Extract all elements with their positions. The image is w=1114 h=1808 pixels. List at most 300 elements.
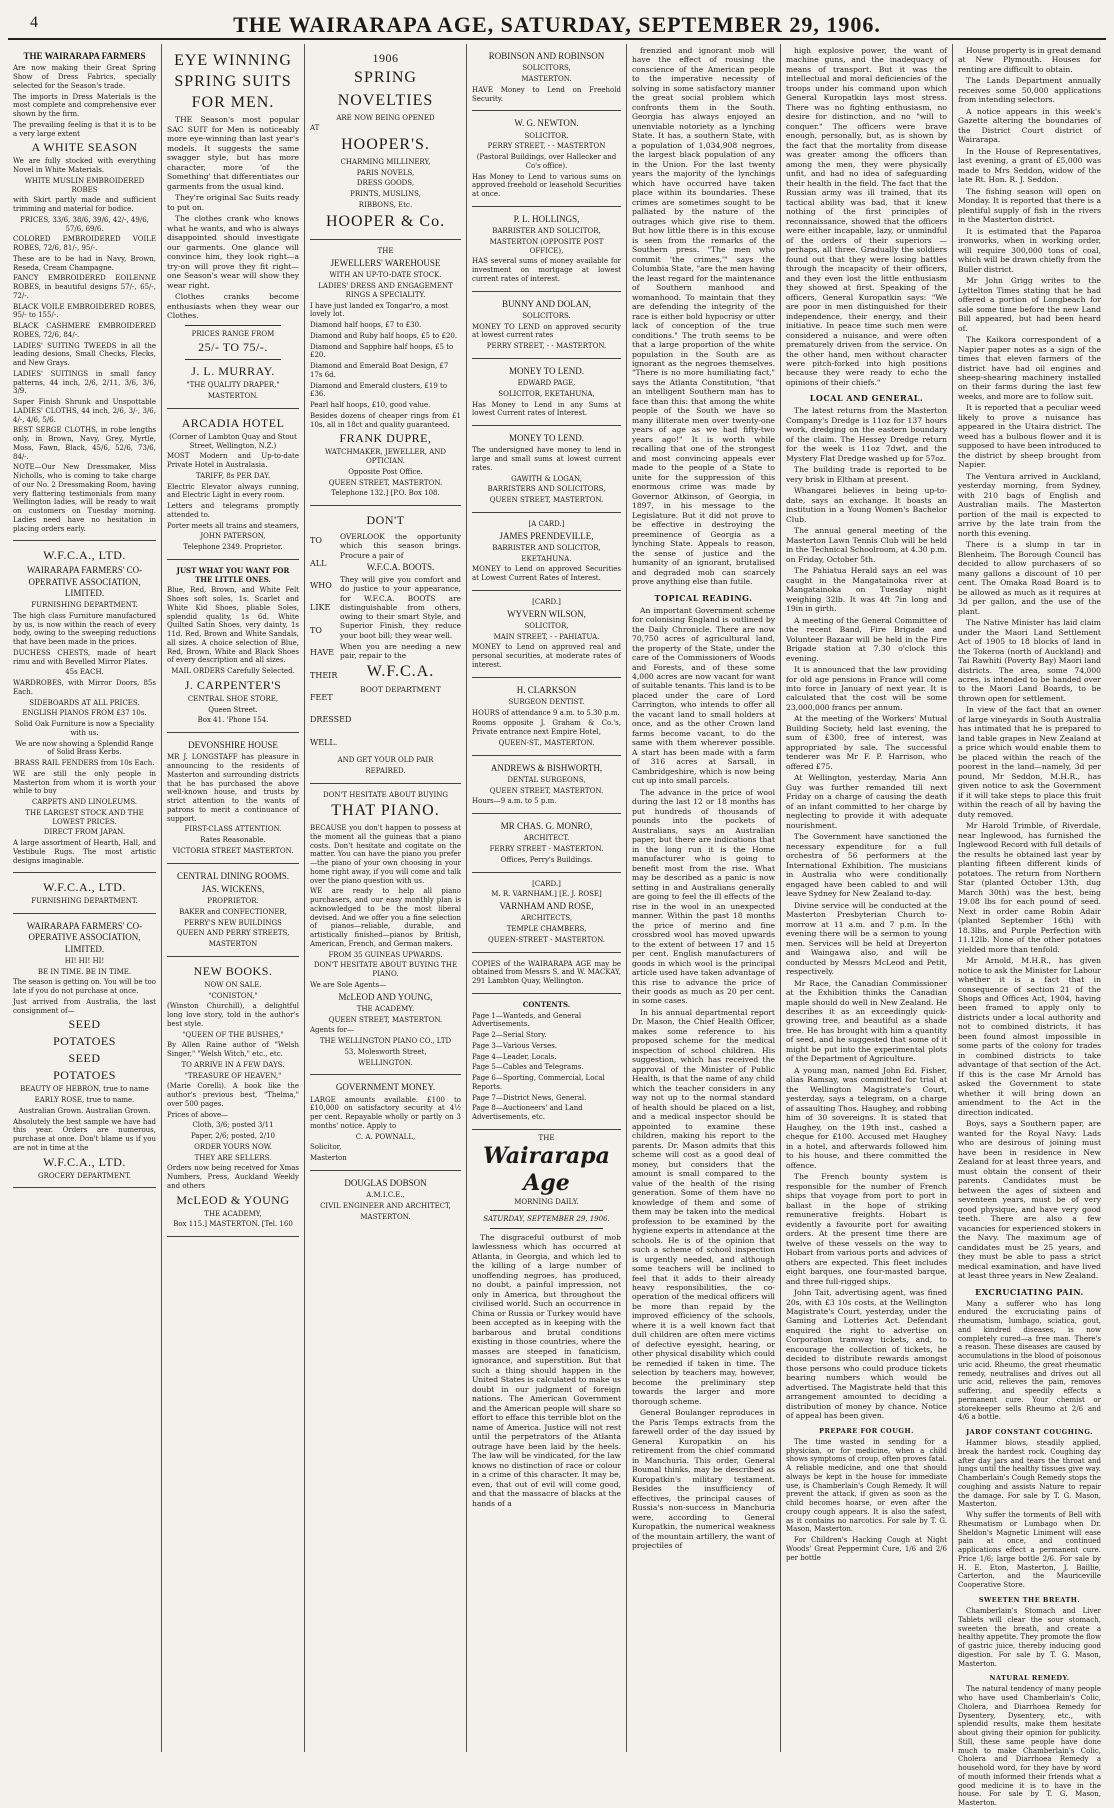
ad-text: Telephone 132.] [P.O. Box 108.: [331, 489, 440, 498]
local-item: The French bounty system is responsible for the number of French ships that voyage from port to port in ballast in the hope of striking remunerative freights. Hobart is evidently a favourite port for awaiting orders. At the present time there are twelve of these vessels on the way to Hobart from various ports and advices of others are expected. This fleet includes eight barques, one four-masted barque, and three full-rigged ships.: [786, 1172, 947, 1286]
ad-text: Box 115.] MASTERTON. [Tel. 160: [173, 1220, 293, 1229]
masthead-title: Wairarapa Age: [483, 1142, 610, 1196]
ad-title: THE WAIRARAPA FARMERS: [23, 51, 146, 61]
ad-text: [CARD.]: [532, 597, 561, 606]
ad-text: TEMPLE CHAMBERS,: [506, 925, 587, 933]
editorial-date: SATURDAY, SEPTEMBER 29, 1906.: [483, 1215, 610, 1224]
local-item: It is estimated that the Paparoa ironworks, when in working order, will require 300,000 tons of coal, which will be drawn chiefly from the Buller district.: [958, 226, 1101, 274]
ad-text: Opposite Post Office.: [348, 467, 423, 476]
ad-text: MONEY TO LEND on approved security at lowest current rates: [472, 322, 621, 340]
ad-text: ARCHITECTS,: [520, 914, 573, 923]
ad-text: FIRST-CLASS ATTENTION.: [184, 825, 282, 834]
ad-heading: JAMES PRENDEVILLE,: [499, 530, 594, 541]
ad-text: M. R. VARNHAM.] [E. J. ROSE]: [491, 890, 602, 899]
ad-text: THE LARGEST STOCK AND THE LOWEST PRICES.: [25, 808, 144, 826]
ad-text: BEAUTY OF HEBRON, true to name: [20, 1085, 149, 1094]
ad-text: C. A. POWNALL,: [355, 1132, 416, 1141]
local-item: A young man, named John Ed. Fisher, alias Ramsay, was committed for trial at the Wellington Magistrate's Court, yesterday, says a telegram, on a charge of assaulting Thos. Haughey, and robbing him of 30 sovereigns. It is stated that Haughey, on the 19th inst., cashed a cheque for £100. Accused met Haughey in a hotel, and afterwards followed him to his house, and there committed the offence.: [786, 1065, 947, 1170]
ad-text: "THE QUALITY DRAPER,": [186, 381, 280, 390]
ad-heading: 25/- TO 75/-.: [198, 340, 268, 355]
ad-text: A large assortment of Hearth, Hall, and Vestibule Rugs. The most artistic designs imaginable.: [13, 839, 156, 865]
contents-item: Page 1—Wanteds, and General Advertisements.: [472, 1011, 582, 1029]
ad-text: Diamond and Emerald Boat Design, £7 17s 6d.: [310, 362, 449, 379]
ad-text: DENTAL SURGEONS,: [507, 775, 586, 784]
column-3: [305, 44, 467, 1752]
ad-heading: W.F.C.A., LTD.: [43, 548, 126, 563]
side-word: LIKE: [310, 603, 331, 613]
side-word: TO: [310, 536, 322, 546]
ad-text: WATCHMAKER, JEWELLER, AND OPTICIAN.: [324, 448, 447, 466]
card-edward-page: [472, 359, 621, 426]
ad-text: Diamond half hoops, £7 to £30.: [310, 321, 422, 330]
ad-text: SOLICITORS.: [522, 311, 571, 320]
ad-heading: SEED: [68, 1051, 101, 1066]
ad-text: COLORED EMBROIDERED VOILE ROBES, 72/6, 81/-, 95/-.: [13, 235, 156, 252]
local-item: Boys, says a Southern paper, are wanted for the Royal Navy. Lads who are desirous of joining must have been in residence in New Zealand for at least three years, and must obtain the consent of their parents. Candidates must be between the ages of sixteen and seventeen years, must be of very good physique, and have very good teeth. There are also a few vacancies for experienced stokers in the Navy. The maximum age of candidates must be 25 years, and they must be able to pass a strict medical examination, and have lived at least three years in New Zealand.: [958, 1119, 1101, 1281]
ad-text: PERRY STREET, - - MASTERTON.: [486, 342, 607, 350]
local-item: Mr John Grigg writes to the Lyttelton Times stating that he had offered a portion of Longbeach for sale some time before the new Land Bill appeared, but had been heard of.: [958, 276, 1101, 333]
ad-wfca-furnishing-2: [13, 873, 156, 914]
ad-heading: HOOPER & Co.: [325, 212, 446, 230]
ad-text: QUEEN STREET, MASTERTON.: [489, 786, 604, 795]
ad-title: WAIRARAPA FARMERS' CO-OPERATIVE ASSOCIATION, LIMITED.: [26, 565, 143, 598]
contents-box: [472, 994, 621, 1130]
ad-text: The season is getting on. You will be too late if you do not purchase at once.: [13, 978, 156, 995]
ad-text: The time wasted in sending for a physician, or for medicine, when a child shows symptoms of croup, often proves fatal. A reliable medicine, and one that should always be kept in the house for immediate use, is Chamberlain's Cough Remedy. It will prevent the attack, if given as soon as the child becomes hoarse, or even after the croupy cough appears. It is also the safest, as it contains no narcotics. For sale by T. G. Mason, Masterton.: [786, 1437, 947, 1534]
ad-central-dining: [167, 864, 299, 957]
local-item: The Kaikora correspondent of a Napier paper notes as a sign of the times that eleven farmers of the district have had oil engines and sheep-shearing machinery installed on their farms during the last few weeks, and more are to follow suit.: [958, 335, 1101, 401]
local-item: There is a slump in tar in Blenheim. The Borough Council has decided to allow purchasers of so many gallons a discount of 10 per cent. The Omaka Road Board is to be allowed as much as it requires at 3d per gallon, and the use of the plant.: [958, 540, 1101, 616]
ad-text: DRESS GOODS,: [356, 179, 415, 188]
ad-text: with Skirt partly made and sufficient trimming and material for bodice.: [13, 196, 156, 213]
ad-text: FERRY STREET - MASTERTON.: [489, 845, 604, 853]
ad-text: MONEY to Lend on approved real and personal securities, at moderate rates of interest.: [472, 643, 621, 669]
ad-text: Chamberlain's Stomach and Liver Tablets will clear the sour stomach, sweeten the breath, and create a healthy appetite. They promote the flow of gastric juice, thereby inducing good digestion. For sale by T. G. Mason, Masterton.: [958, 1607, 1101, 1668]
ad-text: BLACK CASHMERE EMBROIDERED ROBES, 72/6, 84/-.: [13, 322, 156, 339]
ad-text: QUEEN-ST., MASTERTON.: [498, 738, 595, 747]
ad-heading: H. CLARKSON: [516, 684, 577, 695]
side-word: TO: [310, 625, 322, 635]
ad-text: [CARD.]: [532, 879, 561, 888]
ad-text: Hours—9 a.m. to 5 p.m.: [472, 797, 557, 806]
ad-heading: GOVERNMENT MONEY.: [335, 1082, 436, 1093]
ad-text: ENGLISH PIANOS FROM £37 10s.: [22, 709, 147, 718]
side-word: DRESSED: [310, 715, 352, 725]
ad-text: I have just landed ex Tongar'ro, a most lovely lot.: [310, 301, 449, 319]
ad-text: HI! HI! HI!: [64, 956, 105, 965]
ad-new-books: [167, 957, 299, 1237]
ad-heading: NATURAL REMEDY.: [989, 1674, 1070, 1683]
ad-heading: HOOPER'S.: [341, 136, 430, 154]
column-1: [8, 44, 162, 1752]
ad-heading: MR CHAS. G. MONRO,: [500, 821, 593, 831]
ad-text: FANCY EMBROIDERED EOILENNE ROBES, in beautiful designs 57/-, 65/-, 72/-.: [13, 274, 156, 300]
ad-text: MONEY to Lend on approved Securities at Lowest Current Rates of Interest.: [472, 565, 621, 582]
ad-text: Prices of above—: [167, 1110, 229, 1119]
card-newton: [472, 111, 621, 207]
ad-text: Why suffer the torments of Bell with Rheumatism or Lumbago when Dr. Sheldon's Magnetic Liniment will ease pain at once, and continued applications effect a permanent cure. Price 1/6; large bottle 2/6. For sale by H. E. Eton, Masterton, J. Baillie, Carterton, and the Mauriceville Cooperative Store.: [958, 1511, 1101, 1590]
ad-text: Offices, Perry's Buildings.: [500, 855, 593, 864]
article-text: high explosive power, the want of machine guns, and the inadequacy of means of transport. But it was the intellectual and moral deficiencies of the troops under his command upon which General Kuropatkin lays most stress. There was no fighting enthusiasm, no desire for distinction, and no "will to conquer." The officers were brave enough, personally, but, as is shown by the fact that the mortality from disease was greater among the officers than among the men, they were physically unfit, and had no idea of safeguarding their health in the field. The fact that the Russian army was ill trained, that its tactical ability was bad, that it knew nothing of the first principles of reconnaissance, showed that the officers were either incapable, lazy, or unmindful of the orders of their superiors — perhaps, all three. Gradually the soldiers found out that they were losing battles through the incapacity of their officers, and they even lost the little enthusiasm they showed at first. Speaking of the officers, General Kuropatkin says: "We are poor in men distinguished for their independence, their energy, and their initiative. In peace time such men were considered a nuisance, and were often prematurely driven from the service. On the other hand, men without character were pitch-forked into high positions because they were ready to echo the opinions of their chiefs.": [786, 46, 947, 387]
ad-wairarapa-farmers-dress: [13, 44, 156, 541]
ad-text: TO ARRIVE IN A FEW DAYS.: [181, 1060, 285, 1069]
card-robinson: [472, 44, 621, 111]
ad-text: RIBBONS, Etc.: [358, 200, 413, 209]
masthead-the: THE: [538, 1133, 555, 1142]
ad-heading: PREPARE FOR COUGH.: [819, 1426, 914, 1435]
ad-text: Diamond and Sapphire half hoops, £5 to £20.: [310, 342, 454, 360]
ad-text: We are now showing a Splendid Range of Solid Brass Kerbs.: [15, 739, 154, 757]
ad-text: (Corner of Lambton Quay and Stout Street, Wellington, N.Z.): [169, 432, 297, 450]
ad-text: WE are still the only people in Masterton from whom it is worth your while to buy: [13, 769, 156, 796]
ad-text: By Allen Raine author of "Welsh Singer," "Welsh Witch," etc., etc.: [167, 1041, 299, 1059]
side-word: WHO: [310, 580, 332, 590]
article-text: General Boulanger reproduces in the Paris Temps extracts from the farewell order of the day issued by General Kuropatkin on his retirement from the chief command in Manchuria. This order, General Boumal thinks, may be described as Kuropatkin's military testament. Besides the insufficiency of effectives, the principal causes of Russia's non-success in Manchuria were, according to General Kuropatkin, the numerical weakness of the mountain artillery, the want of projectiles of: [632, 1408, 775, 1551]
ad-text: LARGE amounts available. £100 to £10,000 on satisfactory security at 4½ per cent. Repayable wholly or partly on 3 months' notice. Apply to: [310, 1095, 461, 1130]
ad-heading: NEW BOOKS.: [193, 963, 273, 978]
ad-text: GROCERY DEPARTMENT.: [38, 1171, 131, 1180]
column-7: [953, 44, 1106, 1808]
local-item: At Wellington, yesterday, Maria Ann Guy was further remanded till next Friday on a charge of causing the death of an infant committed to her charge by neglecting to provide it with adequate nourishment.: [786, 773, 947, 830]
local-item: Mr Arnold, M.H.R., has given notice to ask the Minister for Labour whether it is a fact that in consequence of section 21 of the Shops and Offices Act, 1904, having been framed to apply only to districts under a local authority and not to combined districts, it has been found almost impossible in some parts of the colony for trades in combined districts to take advantage of that section of the Act. If this is the case Mr Arnold has asked the Government to state whether it will bring down an amendment to the Act in the direction indicated.: [958, 956, 1101, 1117]
contents-item: Page 6—Sporting, Commercial, Local Reports.: [472, 1074, 605, 1091]
ad-text: Diamond and Ruby half hoops, £5 to £20.: [310, 331, 458, 340]
ad-text: HOURS of attendance 9 a.m. to 5.30 p.m.: [472, 708, 620, 717]
side-word: ALL: [310, 558, 327, 568]
ad-heading: P. L. HOLLINGS,: [513, 213, 580, 224]
local-item: In view of the fact that an owner of large vineyards in South Australia has intimated that he is prepared to land table grapes in New Zealand at a price which would enable them to be placed within the reach of the poorest in the land—namely, 3d per pound, Mr Seddon, M.H.R., has given notice to ask the Government if it will take steps to place this fruit within the reach of all by having the duty removed.: [958, 705, 1101, 819]
ad-text: MOST Modern and Up-to-date Private Hotel in Australasia.: [167, 452, 299, 470]
ad-heading: EYE WINNING SPRING SUITS FOR MEN.: [174, 52, 292, 111]
card-bunny-dolan: [472, 292, 621, 359]
ad-heading: 1906: [372, 51, 399, 65]
ad-text: Queen Street.: [208, 705, 258, 714]
ad-text: MASTERTON.: [521, 75, 572, 83]
ad-text: Pearl half hoops, £10, good value.: [310, 401, 431, 410]
local-item: Mr Harold Trimble, of Riverdale, near Inglewood, has furnished the Inglewood Record with full details of the results he obtained last year by planting fifteen different kinds of potatoes. The return from Northern Star (planted October 13th, dug March 30th) was the best, being 19.08 lbs for each pound of seed. Next in order came Robin Adair (planted September 16th) with 18.3lbs, and Purple Perfection with 11.12lb. None of the other potatoes yielded more than tenfold.: [958, 821, 1101, 954]
local-item: John Tait, advertising agent, was fined 20s, with £3 10s costs, at the Wellington Magistrate's Court, yesterday, under the Gaming and Lotteries Act. Defendant enquired the right to advertise on Corporation tramway tickets, and, to encourage the collection of tickets, he decided to distribute rewards amongst those persons who could produce tickets bearing numbers which would be advertised. The Magistrate held that this arrangement amounted to deciding a distribution of money by chance. Notice of appeal has been given.: [786, 1288, 947, 1421]
ad-text: [A CARD.]: [528, 519, 565, 528]
ad-text: Porter meets all trains and steamers,: [167, 521, 299, 530]
card-hollings: [472, 207, 621, 292]
ad-text: FROM 35 GUINEAS UPWARDS.: [328, 950, 443, 959]
section-heading: LOCAL AND GENERAL.: [809, 393, 924, 404]
ad-text: Masterton: [310, 1154, 347, 1163]
ad-title: JUST WHAT YOU WANT FOR THE LITTLE ONES.: [176, 565, 290, 584]
contents-item: Page 8—Auctioneers' and Land Advertisements, etc.: [472, 1104, 583, 1121]
ad-heading: THAT PIANO.: [331, 802, 440, 820]
ad-heading: McLEOD & YOUNG: [176, 1192, 290, 1207]
local-item: At the meeting of the Workers' Mutual Building Society, held last evening, the sum of £300, free of interest, was appropriated by sale. The successful tenderer was Mr F. P. Harrison, who offered £75.: [786, 714, 947, 771]
local-item: Divine service will be conducted at the Masterton Presbyterian Church to-morrow at 11 a.m. and 7 p.m. In the evening there will be a sermon to young men. Services will be held at Dreyerton and Waingawa also, and will be conducted by Messrs McLeod and Petit, respectively.: [786, 900, 947, 977]
ad-heading: JEWELLERS' WAREHOUSE: [330, 258, 441, 269]
side-word: HAVE: [310, 648, 334, 658]
boots-ad-body: [310, 530, 461, 754]
side-word: THEIR: [310, 670, 338, 680]
ad-heading: ROBINSON AND ROBINSON: [488, 51, 605, 61]
card-gawith-logan: [472, 426, 621, 513]
ad-carpenter-shoes: [167, 560, 299, 733]
ad-text: AT: [310, 124, 320, 133]
ad-text: Has Money to Lend in any Sums at lowest Current rates of Interest.: [472, 400, 621, 418]
ad-text: WE are ready to help all piano purchasers, and our easy monthly plan is acknowledged to be the most liberal devised. And we offer you a fine selection of pianos—reliable, durable, and artistically finished—pianos by British, American, French, and German makers.: [310, 887, 461, 948]
ad-text: PROPRIETOR.: [207, 897, 259, 906]
column-6: [781, 44, 953, 1752]
ad-text: Diamond and Emerald clusters, £19 to £36.: [310, 381, 448, 399]
ad-text: JOHN PATERSON,: [200, 532, 266, 541]
ad-text: A.M.I.C.E.,: [366, 1191, 405, 1200]
ad-text: THE ACADEMY,: [204, 1209, 262, 1218]
ad-text: Rooms opposite J. Graham & Co.'s, Private entrance next Empire Hotel,: [472, 719, 621, 736]
local-item: It is reported that a peculiar weed likely to prove a nuisance has appeared in the Utaira district. The weed has a bulbous flower and it is supposed to have been introduced to the district by sheep brought from Napier.: [958, 403, 1101, 470]
ad-text: BE IN TIME. BE IN TIME.: [37, 967, 132, 976]
ad-text: PERRY STREET, - - MASTERTON: [487, 142, 606, 151]
contents-item: Page 3—Various Verses.: [472, 1041, 558, 1050]
ad-text: Telephone 2349. Proprietor.: [183, 543, 283, 552]
ad-text: SOLICITOR,: [524, 621, 569, 630]
ad-text: Solicitor,: [310, 1143, 342, 1152]
ad-text: 53, Molesworth Street,: [344, 1047, 427, 1056]
card-monro: [472, 814, 621, 873]
contents-item: Page 2—Serial Story.: [472, 1031, 547, 1039]
boots-side-words: [310, 530, 352, 754]
ad-seed-potatoes: [13, 914, 156, 1188]
ad-devonshire-house: [167, 733, 299, 864]
ad-text: ARCHITECT.: [523, 834, 570, 843]
ad-heading: BUNNY AND DOLAN,: [502, 298, 591, 309]
ad-text: Hammer blows, steadily applied, break the hardest rock. Coughing day after day jars and tears the throat and lungs until the healthy tissues give way. Chamberlain's Cough Remedy stops the coughing and assists Nature to repair the damage. For sale by T. G. Mason, Masterton.: [958, 1439, 1101, 1509]
ad-text: Solid Oak Furniture is now a Speciality with us.: [14, 720, 155, 737]
ad-text: THE: [377, 247, 394, 256]
ad-heading: J. CARPENTER'S: [184, 677, 282, 692]
local-item: Mr Race, the Canadian Commissioner at the Exhibition thinks the Canadian maple should do well in New Zealand. He describes it as an exceedingly quick-growing tree, and beautiful as a shade tree. He has brought with him a quantity of seed, and he suggested that some of it might be put into the experimental plots of the Department of Agriculture.: [786, 978, 947, 1064]
side-word: WELL.: [310, 737, 338, 747]
ad-text: NOW ON SALE.: [204, 980, 262, 989]
ad-text: BARRISTERS AND SOLICITORS,: [487, 485, 606, 494]
ad-heading: WYVERN WILSON,: [507, 608, 586, 619]
ad-text: ORDER YOURS NOW.: [194, 1142, 272, 1151]
ad-text: (Winston Churchill), a delightful long love story, told in the author's best style.: [167, 1002, 299, 1028]
ad-text: CIVIL ENGINEER AND ARCHITECT,: [320, 1201, 451, 1210]
ad-text: PRICES, 33/6, 38/6, 39/6, 42/-, 49/6, 57/6, 69/6.: [20, 215, 149, 233]
ad-text: COPIES of the WAIRARAPA AGE may be obtained from Messrs S. and W. MACKAY, 291 Lambton Quay, Wellington.: [472, 959, 621, 985]
ad-heading: MONEY TO LEND.: [508, 433, 585, 443]
ad-text: Just arrived from Australia, the last consignment of—: [13, 997, 156, 1015]
local-item: The Ventura arrived in Auckland, yesterday morning, from Sydney, with 210 bags of English and Australian mails. The Masterton portion of the mail is expected to arrive by the late train from the north this evening.: [958, 471, 1101, 538]
ad-government-money: [310, 1075, 461, 1171]
article-text: The advance in the price of wool during the last 12 or 18 months has put hundreds of thousands of pounds into the pockets of Australians, says an Australian paper, but there are indications that in the long run it is the Home manufacturer who is going to benefit most from the rise. What may be described as a panic is now setting in and Australians generally are going to feel the ill effects of the rise in the wool in an unexpected manner. Within the past 18 months the price of merino and fine crossbred wool has moved upwards to the extent of between 17 and 15 per cent. English manufacturers of goods in which wool is the principal article used have taken advantage of this rise to advance the price of their goods as much as 20 per cent. in some cases.: [632, 787, 775, 1006]
ad-text: WITH AN UP-TO-DATE STOCK.: [329, 271, 442, 280]
ad-text: The clothes crank who knows what he wants, and who is always disappointed should investigate our garments. One glance will convince him, they look right—a try-on will prove they fit right—one Season's wear will show they wear right.: [167, 214, 299, 290]
ad-heading: CENTRAL DINING ROOMS.: [177, 870, 289, 881]
ad-text: LADIES' SUITING TWEEDS in all the leading desions, Small Checks, Flecks, and New Grays.: [13, 341, 156, 367]
ad-heading: POTATOES: [53, 1034, 116, 1049]
local-item: A notice appears in this week's Gazette altering the boundaries of the District Court district of Wairarapa.: [958, 106, 1101, 145]
ad-douglas-dobson: [310, 1171, 461, 1229]
local-item: The latest returns from the Masterton Company's Dredge is 11oz for 137 hours work, dredging on the eastern boundary of the claim. The Hessey Dredge return for the week is 11oz 7dwt, and the Mystery Flat Dredge washed up for 57oz.: [786, 406, 947, 463]
ad-heading: SEED: [68, 1017, 101, 1032]
local-item: In the House of Representatives, last evening, a grant of £5,000 was made to Mrs Seddon, widow of the late Rt. Hon. R. J. Seddon.: [958, 146, 1101, 185]
local-item: The Government have sanctioned the necessary expenditure for a full orchestra of 56 performers at the International Exhibition. The musicians in Australia who were conditionally engaged have been cabled to and will leave Sydney for New Zealand to-day.: [786, 832, 947, 899]
ad-spring-suits: [167, 44, 299, 409]
column-2: [162, 44, 305, 1752]
card-prendeville: [472, 513, 621, 591]
local-item: The Native Minister has laid claim under the Maori Land Settlement Act of 1905 to 18 blocks of land in the Tokeroa (north of Auckland) and Tai Rawhiti (Poverty Bay) Maori land districts. The area, some 74,000 acres, is intended to be handed over to the Maori Land Boards, to be thrown open for settlement.: [958, 618, 1101, 703]
column-4: [467, 44, 627, 1752]
boots-main-text: [340, 530, 461, 754]
ad-text: CARPETS AND LINOLEUMS.: [31, 798, 138, 806]
local-item: The Pahiatua Herald says an eel was caught in the Mangatainoka river at Mangatainoka on Tuesday night weighing 32lb. It was 4ft 7in long and 19in in girth.: [786, 566, 947, 614]
ad-text: Paper, 2/6; posted, 2/10: [191, 1132, 275, 1141]
ad-heading: W.F.C.A., LTD.: [43, 880, 126, 895]
contents-item: Page 4—Leader, Locals.: [472, 1052, 557, 1061]
ad-text: EARLY ROSE, true to name.: [34, 1096, 135, 1104]
ad-text: QUEEN STREET, MASTERTON.: [328, 1015, 443, 1024]
ad-text: MASTERTON.: [207, 392, 259, 401]
page-header: [8, 6, 1106, 40]
contents-item: Page 7—District News, General.: [472, 1093, 587, 1102]
ad-text: WHITE MUSLIN EMBROIDERED ROBES: [24, 176, 145, 194]
ad-text: The high class Furniture manufactured by us, is now within the reach of every body, owing to the sweeping reductions that have been made in the prices.: [13, 611, 156, 646]
ad-text: Orders now being received for Xmas Numbers, Press, Auckland Weekly and others: [167, 1164, 299, 1190]
ad-heading: VARNHAM AND ROSE,: [499, 901, 594, 911]
ad-text: PERRY'S NEW BUILDINGS: [184, 918, 282, 927]
ad-text: 45s EACH.: [65, 668, 104, 677]
ad-arcadia-hotel: [167, 409, 299, 560]
ad-text: BEST SERGE CLOTHS, in robe lengths only, in Brown, Navy, Grey, Myrtle, Moss, Fawn, Black, 45/6, 52/6, 73/6, 84/-.: [13, 426, 156, 461]
column-5: [627, 44, 781, 1752]
ad-text: DON'T HESITATE ABOUT BUYING THE PIANO.: [313, 961, 458, 979]
ad-heading: W. G. NEWTON.: [514, 118, 579, 129]
ad-text: WARDROBES, with Mirror Doors, 85s Each.: [13, 679, 156, 696]
ad-text: SOLICITOR, EKETAHUNA,: [498, 389, 595, 398]
ad-text: CENTRAL SHOE STORE,: [187, 694, 279, 703]
ad-text: Many a sufferer who has long endured the excruciating pains of rheumatism, lumbago, sciatica, gout, and kindred diseases, is now completely cured—a free man. There's a reason. These diseases are caused by accumulations in the blood of poisonous uric acid. Rheumo, the great rheumatic remedy, neutralises and drives out all uric acid, relieves the pain, removes suffering, and speedily effects a permanent cure. Your chemist or storekeeper sells Rheumo at 2/6 and 4/6 a bottle.: [958, 1299, 1101, 1422]
page-number: 4: [30, 14, 38, 31]
ad-text: GAWITH & LOGAN,: [511, 474, 582, 483]
ad-piano: [310, 784, 461, 1076]
ad-text: BARRISTER AND SOLICITOR,: [492, 227, 601, 235]
ad-text: ARE NOW BEING OPENED: [336, 113, 435, 122]
ad-text: These are to be had in Navy, Brown, Reseda, Cream Champagne.: [13, 254, 156, 272]
article-text: In his annual departmental report Dr. Mason, the Chief Health Officer, makes some reference to his proposed scheme for the medical inspection of school children. His suggestion, which has received the approval of the Minister of Public Health, is that the name of any child which the teacher considers in any way not up to the normal standard of health should be placed on a list, and a medical inspector should be appointed to examine these children, making his report to the parents. Dr. Mason admits that this scheme will cost as a good deal of money, but considers that the amount is small compared to the value of the health of the rising generation. Some of them have no knowledge of them and some of them may be taken into the medical profession to be examined by the hygiene experts in attendance at the schools. He is of the opinion that such a scheme of school inspection is urgently needed, and although some teachers will be inclined to feel that it adds to their already heavy responsibilities, the co-operation of the medical officers will be more than repaid by the improved efficiency of the schools, where it is a well known fact that dull children are often mere victims of defective eyesight, hearing, or other physical disability which could be remedied if taken in time. The selection by teachers may, however, become the preliminary step towards the larger and more thorough scheme.: [632, 1007, 775, 1406]
ad-wfca-boots: [310, 506, 461, 783]
ad-text: Besides dozens of cheaper rings from £1 10s, all in 18ct and quality guaranteed.: [310, 411, 461, 429]
card-andrews: [472, 756, 621, 815]
ad-text: MAIL ORDERS Carefully Selected.: [171, 667, 295, 676]
ad-text: PARIS NOVELS,: [356, 168, 415, 177]
contents-heading: CONTENTS.: [522, 999, 571, 1009]
ad-text: AND GET YOUR OLD PAIR: [337, 756, 434, 765]
ad-text: BRASS RAIL FENDERS from 10s Each.: [14, 759, 155, 767]
ad-text: BLACK VOILE EMBROIDERED ROBES, 95/- to 155/-.: [13, 302, 156, 320]
card-clarkson: [472, 678, 621, 756]
ad-heading: McLEOD AND YOUNG,: [338, 991, 433, 1002]
local-item: A meeting of the General Committee of the recent Band, Fire Brigade and Volunteer Bazaar will be held in the Fire Brigade station at 7.30 o'clock this evening.: [786, 615, 947, 663]
ad-heading: SPRING: [354, 69, 417, 86]
ad-text: They will give you comfort and do justice to your appearance, for W.F.C.A. BOOTS are distinguishable from others, owing to their smart Style, and Superior Finish, they reduce your boot bill; they wear well.: [340, 575, 461, 640]
ad-text: Australian Grown. Australian Grown.: [18, 1106, 151, 1115]
contents-item: Page 5—Cables and Telegrams.: [472, 1063, 584, 1072]
ad-text: The imports in Dress Materials is the most complete and comprehensive ever shown by the firm.: [13, 92, 156, 118]
section-heading: TOPICAL READING.: [654, 592, 753, 603]
ad-heading: DEVONSHIRE HOUSE: [188, 740, 278, 751]
ad-text: MASTERTON: [208, 940, 258, 949]
ad-heading: J. L. MURRAY.: [191, 364, 275, 379]
columns: [8, 44, 1106, 1808]
ad-text: LADIES' SUITINGS in small fancy patterns, 44 inch, 2/6, 2/11, 3/6, 3/6, 3/9.: [13, 369, 156, 396]
ad-text: QUEEN-STREET - MASTERTON.: [487, 935, 606, 944]
ad-text: DON'T HESITATE ABOUT BUYING: [322, 790, 449, 799]
ad-text: THE Season's most popular SAC SUIT for Men is noticeably more eye-winning than last year's models. It suggests the same swagger style, but has more character, more 'of the Something' that differentiates our garments from the usual kind.: [167, 115, 299, 191]
ad-text: THE ACADEMY.: [356, 1004, 415, 1013]
ad-text: (Marie Corelli). A book like the author's previous best, "Thelma," over 500 pages.: [167, 1082, 299, 1108]
ad-text: They're original Sac Suits ready to put on.: [167, 193, 299, 212]
ad-heading: W.F.C.A., LTD.: [43, 1154, 126, 1169]
editorial-text: frenzied and ignorant mob will have the effect of rousing the conscience of the American people to the imperative necessity of solving in some satisfactory manner the great social problem which confronts them in the South. Georgia has always enjoyed an unenviable notoriety as a lynching State. It has, a southern State, with a population of 1,034,908 negroes, the largest black population of any in the Union. For the last twenty years the majority of the lynchings which have occurred have taken place within its boundaries. These crimes are sometimes sought to be palliated by the nature of the outrages which give rise to them. But how little there is in this excuse is seen from the remarks of the Southern press. "The men who commit 'the crimes,'" says the Columbia State, "are the men having the least regard for the maintenance of Southern manhood and womanhood. To maintain that they are defending the integrity of the race is either bold hypocrisy or utter lack of conception of the true conditions." The truth seems to be that a large proportion of the white population in the South are as ignorant as the negroes themselves. "There is no more humiliating fact," says the Atlanta Constitution, "that an intelligent Southern man has to face than this: that among the white people of the South we have so many illiterate men over twenty-one years of age as we had fifty-two years ago!" It is worth while recalling that one of the strongest and most convincing appeals ever made to the people of a State to unite for the suppression of this enormous crime was made by Governor Atkinson, of Georgia, in 1897, in his message to the Legislature. But it did not prove to be effective in destroying the preeminence of Georgia as a lynching State. Appeals to reason, the sense of justice and the humanity of an ignorant, brutalised and degraded mob can scarcely prove anything else than futile.: [632, 46, 775, 587]
ad-text: The natural tendency of many people who have used Chamberlain's Colic, Cholera, and Diarrhoea Remedy for Dysentery, Dysentery, etc., with splendid results, make them hesitate about giving their opinion for publicity. Still, these same people have done much to make Chamberlain's Colic, Cholera and Diarrhoea Remedy a household word, for they have by word of mouth informed their friends what a good medicine it is to have in the house. For sale by T. G. Mason, Masterton.: [958, 1685, 1101, 1808]
ad-heading: W.F.C.A. BOOTS.: [366, 561, 435, 572]
ad-heading: A WHITE SEASON: [31, 140, 138, 155]
local-item: It is announced that the law providing for old age pensions in France will come into force in January of next year. It is calculated that the cost will be some 23,000,000 francs per annum.: [786, 665, 947, 712]
ad-text: Are now making their Great Spring Show of Dress Fabrics, specially selected for the Season's trade.: [13, 64, 156, 90]
ad-text: PRINTS, MUSLINS,: [350, 190, 421, 199]
ad-text: QUEEN STREET, MASTERTON.: [328, 478, 443, 487]
ad-text: BARRISTER AND SOLICITOR,: [492, 543, 601, 552]
ad-text: "QUEEN OF THE BUSHES,": [182, 1030, 284, 1039]
ad-text: PRICES RANGE FROM: [191, 329, 275, 338]
section-heading: EXCRUCIATING PAIN.: [975, 1286, 1084, 1297]
ad-text: MAIN STREET, - - PAHIATUA.: [493, 632, 600, 641]
ad-text: FURNISHING DEPARTMENT.: [31, 601, 138, 609]
ad-text: (Pastoral Buildings, over Hallecker and Co's office).: [476, 153, 617, 170]
ad-text: THEY ARE SELLERS.: [194, 1153, 272, 1162]
ad-text: Electric Elevator always running, and Electric Light in every room.: [167, 482, 299, 500]
ad-text: BECAUSE you don't happen to possess at the moment all the guineas that a piano costs. Don't hesitate and cogitate on the matter. You can have the piano you prefer—the piano of your own choosing in your home right away, if you will come and talk over the piano question with us.: [310, 824, 461, 885]
ad-heading: SWEETEN THE BREATH.: [978, 1595, 1081, 1604]
ad-text: Box 41. 'Phone 154.: [197, 716, 269, 725]
ad-text: CHARMING MILLINERY,: [340, 157, 431, 166]
local-item: Whangarei believes in being up-to-date, says an exchange. It boasts an institution in a Young Women's Bachelor Club.: [786, 486, 947, 524]
ad-text: Clothes cranks become enthusiasts when they wear our Clothes.: [167, 292, 299, 321]
ad-text: OVERLOOK the opportunity which this season brings. Procure a pair of: [340, 532, 461, 560]
ad-text: Cloth, 3/6; posted 3/11: [192, 1121, 274, 1130]
ad-text: HAS several sums of money available for investment on mortgage at lowest current rates of interest.: [472, 257, 621, 283]
ad-text: We are fully stocked with everything Novel in White Materials.: [13, 157, 156, 174]
ad-text: NOTE—Our New Dressmaker, Miss Nicholls, who is coming to take charge of our No. 2 Dressmaking Room, having very flattering testimonials from many Wellington ladies, will be ready to wait on customers on Tuesday morning. Ladies need have no hesitation in placing orders early.: [13, 463, 156, 533]
ad-text: "TREASURE OF HEAVEN,": [184, 1071, 282, 1080]
local-item: The building trade is reported to be very brisk in Eltham at present.: [786, 465, 947, 484]
local-item: The annual general meeting of the Masterton Lawn Tennis Club will be held in the Technical Schoolroom, at 4.30 p.m. on Friday, October 5th.: [786, 526, 947, 564]
ad-text: For Children's Hacking Cough at Night Woods' Great Peppermint Cure, 1/6 and 2/6 per bottle: [786, 1536, 947, 1562]
ad-text: EDWARD PAGE,: [517, 379, 576, 387]
ad-text: SOLICITOR.: [524, 131, 569, 140]
side-word: FEET: [310, 692, 333, 702]
ad-text: We are Sole Agents—: [310, 980, 387, 989]
ad-text: MR J. LONGSTAFF has pleasure in announcing to the residents of Masterton and surrounding districts that he has purchased the above well-known house, and trusts by strict attention to the wants of patrons to merit a continuance of support.: [167, 753, 299, 823]
ad-text: BAKER and CONFECTIONER,: [179, 907, 287, 916]
ad-jewellers-warehouse: [310, 240, 461, 506]
masthead-subtitle: MORNING DAILY.: [514, 1197, 579, 1206]
ad-heading: NOVELTIES: [337, 91, 434, 109]
ad-text: QUEEN STREET, MASTERTON.: [489, 496, 604, 504]
ad-text: The undersigned have money to lend in large and small sums at lowest current rates.: [472, 446, 621, 472]
ad-text: WELLINGTON.: [358, 1058, 413, 1067]
ad-text: BOOT DEPARTMENT: [360, 685, 441, 695]
ad-text: MASTERTON.: [360, 1212, 411, 1221]
ad-text: Blue, Red, Brown, and White Felt Shoes soft soles, 1s. Scarlet and White Kid Shoes, pliable Soles, splendid quality, 1s 6d. White Quilted Satin Shoes, very dainty, 1s 11d. Red, Brown and White Sandals, all sizes. A choice selection of Blue, Red, Brown, White and Black Shoes of every description and all sizes.: [167, 586, 299, 665]
editorial-text: The disgraceful outburst of mob lawlessness which has occurred at Atlanta, in Georgia, and which led to the killing of a large number of unoffending negroes, has produced, no doubt, a painful impression, not only in America, but throughout the civilised world. Such an occurrence in China or Russia or Turkey would have been accepted as in keeping with the barbarous and brutal conditions existing in those countries, where the masses are steeped in fanaticism, ignorance, and superstition. But that such a thing should happen in the United States is calculated to make us doubt in our judgment of foreign nations. The American Government and the American people will share so effort to efface this terrible blot on the name of America. Justice will not rest until the perpetrators of the Atlanta outrage have been laid by the heels. The law will be vindicated, for the law knows no distinction of race or colour in a crime of this character. It may be, even, that out of evil will come good, and that the massacre of blacks at the hands of a: [472, 1233, 621, 1508]
